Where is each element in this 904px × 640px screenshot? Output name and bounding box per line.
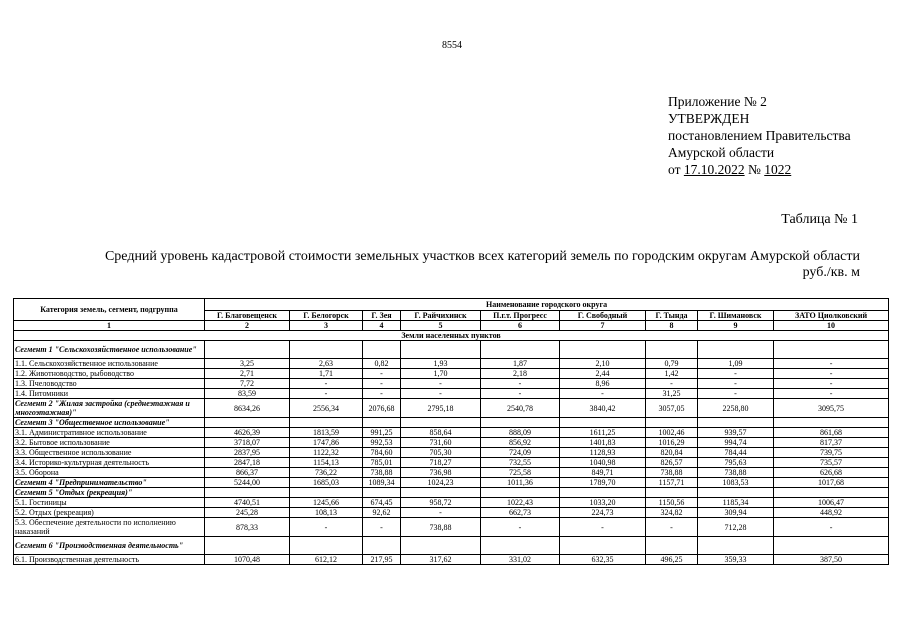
value-cell: 662,73 <box>481 508 560 518</box>
cadastral-value-table <box>13 298 889 565</box>
value-cell <box>774 488 889 498</box>
segment-row <box>14 478 889 488</box>
value-cell <box>560 418 646 428</box>
value-cell <box>401 418 481 428</box>
value-cell: 2,18 <box>481 369 560 379</box>
row-label: Сегмент 6 "Производственная деятельность" <box>14 537 205 555</box>
value-cell: 888,09 <box>481 428 560 438</box>
segment-row <box>14 418 889 428</box>
value-cell: 736,98 <box>401 468 481 478</box>
value-cell: 738,88 <box>646 468 698 478</box>
value-cell <box>401 488 481 498</box>
value-cell: 705,30 <box>401 448 481 458</box>
value-cell: 8,96 <box>560 379 646 389</box>
value-cell: 1,93 <box>401 359 481 369</box>
value-cell: 674,45 <box>363 498 401 508</box>
value-cell <box>205 488 290 498</box>
value-cell: - <box>698 379 774 389</box>
value-cell: 866,37 <box>205 468 290 478</box>
value-cell: 725,58 <box>481 468 560 478</box>
value-cell: 731,60 <box>401 438 481 448</box>
segment-row <box>14 341 889 359</box>
column-number: 3 <box>290 321 363 331</box>
value-cell: 2540,78 <box>481 399 560 418</box>
approval-line-region: Амурской области <box>668 145 775 160</box>
value-cell: 1150,56 <box>646 498 698 508</box>
document-title: Средний уровень кадастровой стоимости земельных участков всех категорий земель по городским округам Амурской области <box>104 249 860 264</box>
value-cell: 3,25 <box>205 359 290 369</box>
value-cell <box>774 418 889 428</box>
value-cell <box>205 341 290 359</box>
column-number: 10 <box>774 321 889 331</box>
value-cell: 217,95 <box>363 555 401 565</box>
row-label: 1.2. Животноводство, рыбоводство <box>14 369 205 379</box>
segment-row <box>14 537 889 555</box>
value-cell <box>774 537 889 555</box>
value-cell: - <box>363 379 401 389</box>
value-cell: 1154,13 <box>290 458 363 468</box>
value-cell: 2258,80 <box>698 399 774 418</box>
value-cell: 817,37 <box>774 438 889 448</box>
value-cell: 2847,18 <box>205 458 290 468</box>
value-cell: 1,09 <box>698 359 774 369</box>
value-cell: 784,60 <box>363 448 401 458</box>
value-cell: 4626,39 <box>205 428 290 438</box>
value-cell: 795,63 <box>698 458 774 468</box>
value-cell: 718,27 <box>401 458 481 468</box>
value-cell <box>363 341 401 359</box>
value-cell: 994,74 <box>698 438 774 448</box>
row-label: Сегмент 4 "Предпринимательство" <box>14 478 205 488</box>
column-number: 2 <box>205 321 290 331</box>
value-cell: - <box>698 389 774 399</box>
value-cell: 1122,32 <box>290 448 363 458</box>
value-cell: 1747,86 <box>290 438 363 448</box>
approval-line-appendix: Приложение № 2 <box>668 94 767 109</box>
value-cell <box>205 418 290 428</box>
value-cell: 991,25 <box>363 428 401 438</box>
value-cell: 1070,48 <box>205 555 290 565</box>
column-number: 7 <box>560 321 646 331</box>
value-cell: - <box>774 518 889 537</box>
value-cell: 108,13 <box>290 508 363 518</box>
value-cell: 331,02 <box>481 555 560 565</box>
value-cell: 324,82 <box>646 508 698 518</box>
value-cell: 83,59 <box>205 389 290 399</box>
date-prefix: от <box>668 162 684 177</box>
value-cell: - <box>401 379 481 389</box>
value-cell: 861,68 <box>774 428 889 438</box>
value-cell: 1040,98 <box>560 458 646 468</box>
table-row <box>14 359 889 369</box>
value-cell: - <box>698 369 774 379</box>
value-cell: - <box>363 389 401 399</box>
value-cell: - <box>774 369 889 379</box>
value-cell: 732,55 <box>481 458 560 468</box>
value-cell: 856,92 <box>481 438 560 448</box>
value-cell: 3718,07 <box>205 438 290 448</box>
value-cell: 849,71 <box>560 468 646 478</box>
header-district: Г. Райчихинск <box>401 311 481 321</box>
value-cell: - <box>290 379 363 389</box>
row-label: 3.1. Административное использование <box>14 428 205 438</box>
value-cell: 31,25 <box>646 389 698 399</box>
value-cell: 245,28 <box>205 508 290 518</box>
value-cell: 1,42 <box>646 369 698 379</box>
table-row <box>14 508 889 518</box>
value-cell: 92,62 <box>363 508 401 518</box>
value-cell: 1016,29 <box>646 438 698 448</box>
row-label: 3.2. Бытовое использование <box>14 438 205 448</box>
value-cell: 1017,68 <box>774 478 889 488</box>
column-number: 8 <box>646 321 698 331</box>
value-cell: 878,33 <box>205 518 290 537</box>
page-number: 8554 <box>442 40 462 51</box>
column-number: 4 <box>363 321 401 331</box>
value-cell: 1401,83 <box>560 438 646 448</box>
header-district: Г. Шимановск <box>698 311 774 321</box>
value-cell <box>698 488 774 498</box>
value-cell: - <box>363 369 401 379</box>
value-cell <box>698 341 774 359</box>
value-cell: 1813,59 <box>290 428 363 438</box>
value-cell: 317,62 <box>401 555 481 565</box>
value-cell: 1157,71 <box>646 478 698 488</box>
value-cell: 3057,05 <box>646 399 698 418</box>
value-cell: 1185,34 <box>698 498 774 508</box>
row-label: Сегмент 2 "Жилая застройка (среднеэтажная и многоэтажная)" <box>14 399 205 418</box>
value-cell: 2795,18 <box>401 399 481 418</box>
row-label: 6.1. Производственная деятельность <box>14 555 205 565</box>
header-district: Г. Свободный <box>560 311 646 321</box>
value-cell: 632,35 <box>560 555 646 565</box>
value-cell: 2,10 <box>560 359 646 369</box>
value-cell: 1128,93 <box>560 448 646 458</box>
table-row <box>14 379 889 389</box>
value-cell: - <box>401 389 481 399</box>
value-cell <box>363 418 401 428</box>
value-cell: 736,22 <box>290 468 363 478</box>
value-cell: 2,71 <box>205 369 290 379</box>
table-row <box>14 498 889 508</box>
value-cell: 2837,95 <box>205 448 290 458</box>
header-district: П.г.т. Прогресс <box>481 311 560 321</box>
land-category-band: Земли населенных пунктов <box>14 331 889 341</box>
approval-line-date <box>668 161 851 178</box>
approval-block <box>668 93 851 178</box>
value-cell: 2076,68 <box>363 399 401 418</box>
value-cell: 2,63 <box>290 359 363 369</box>
table-row <box>14 458 889 468</box>
row-label: 5.2. Отдых (рекреация) <box>14 508 205 518</box>
header-district-group: Наименование городского округа <box>205 299 889 311</box>
value-cell: 2556,34 <box>290 399 363 418</box>
value-cell: 1685,03 <box>290 478 363 488</box>
value-cell: 2,44 <box>560 369 646 379</box>
table-row <box>14 428 889 438</box>
value-cell <box>698 418 774 428</box>
row-label: Сегмент 1 "Сельскохозяйственное использование" <box>14 341 205 359</box>
value-cell: 359,33 <box>698 555 774 565</box>
row-label: 3.4. Историко-культурная деятельность <box>14 458 205 468</box>
approval-line-resolution: постановлением Правительства <box>668 128 851 143</box>
value-cell: 1245,66 <box>290 498 363 508</box>
value-cell: - <box>363 518 401 537</box>
value-cell: - <box>774 389 889 399</box>
header-district: Г. Тында <box>646 311 698 321</box>
value-cell <box>560 537 646 555</box>
column-number: 1 <box>14 321 205 331</box>
value-cell: 612,12 <box>290 555 363 565</box>
number-prefix: № <box>744 162 765 177</box>
row-label: 1.3. Пчеловодство <box>14 379 205 389</box>
value-cell: 939,57 <box>698 428 774 438</box>
value-cell: - <box>290 389 363 399</box>
approval-number: 1022 <box>764 162 792 177</box>
value-cell: 3840,42 <box>560 399 646 418</box>
value-cell: - <box>481 389 560 399</box>
segment-row <box>14 399 889 418</box>
value-cell: 1,70 <box>401 369 481 379</box>
header-category: Категория земель, сегмент, подгруппа <box>14 299 205 321</box>
value-cell: 7,72 <box>205 379 290 389</box>
header-district: Г. Белогорск <box>290 311 363 321</box>
units-label: руб./кв. м <box>802 265 860 280</box>
value-cell: 738,88 <box>401 518 481 537</box>
value-cell <box>290 537 363 555</box>
row-label: 3.3. Общественное использование <box>14 448 205 458</box>
value-cell: 1,71 <box>290 369 363 379</box>
header-district: Г. Зея <box>363 311 401 321</box>
column-number: 9 <box>698 321 774 331</box>
value-cell: 4740,51 <box>205 498 290 508</box>
value-cell <box>363 488 401 498</box>
value-cell: 958,72 <box>401 498 481 508</box>
value-cell: 712,28 <box>698 518 774 537</box>
header-district: Г. Благовещенск <box>205 311 290 321</box>
value-cell: 387,50 <box>774 555 889 565</box>
table-row <box>14 518 889 537</box>
value-cell <box>560 488 646 498</box>
value-cell: 738,88 <box>363 468 401 478</box>
table-number: Таблица № 1 <box>781 212 858 227</box>
row-label: 1.1. Сельскохозяйственное использование <box>14 359 205 369</box>
table-row <box>14 389 889 399</box>
value-cell: 1024,23 <box>401 478 481 488</box>
value-cell: - <box>560 518 646 537</box>
row-label: 1.4. Питомники <box>14 389 205 399</box>
approval-date: 17.10.2022 <box>683 162 745 177</box>
value-cell <box>205 537 290 555</box>
value-cell: - <box>290 518 363 537</box>
value-cell: - <box>646 518 698 537</box>
value-cell: 992,53 <box>363 438 401 448</box>
value-cell: 1006,47 <box>774 498 889 508</box>
row-label: 5.1. Гостиницы <box>14 498 205 508</box>
value-cell: 735,57 <box>774 458 889 468</box>
value-cell: 1011,36 <box>481 478 560 488</box>
value-cell: - <box>774 379 889 389</box>
value-cell <box>401 537 481 555</box>
value-cell: - <box>401 508 481 518</box>
value-cell: 1002,46 <box>646 428 698 438</box>
value-cell: 626,68 <box>774 468 889 478</box>
segment-row <box>14 488 889 498</box>
value-cell: 724,09 <box>481 448 560 458</box>
value-cell: 1083,53 <box>698 478 774 488</box>
value-cell <box>646 488 698 498</box>
value-cell: 448,92 <box>774 508 889 518</box>
value-cell: 826,57 <box>646 458 698 468</box>
value-cell: - <box>481 518 560 537</box>
row-label: 5.3. Обеспечение деятельности по исполнению наказаний <box>14 518 205 537</box>
value-cell: 820,84 <box>646 448 698 458</box>
value-cell <box>290 418 363 428</box>
value-cell <box>774 341 889 359</box>
approval-line-approved: УТВЕРЖДЕН <box>668 111 750 126</box>
value-cell: - <box>560 389 646 399</box>
table-row <box>14 369 889 379</box>
value-cell <box>646 537 698 555</box>
value-cell <box>646 418 698 428</box>
value-cell <box>481 418 560 428</box>
value-cell: 1789,70 <box>560 478 646 488</box>
value-cell: 496,25 <box>646 555 698 565</box>
table-row <box>14 555 889 565</box>
value-cell: 785,01 <box>363 458 401 468</box>
value-cell: 784,44 <box>698 448 774 458</box>
value-cell <box>481 341 560 359</box>
value-cell <box>481 537 560 555</box>
value-cell: 224,73 <box>560 508 646 518</box>
table-row <box>14 438 889 448</box>
value-cell: 0,82 <box>363 359 401 369</box>
value-cell <box>481 488 560 498</box>
value-cell: 738,88 <box>698 468 774 478</box>
row-label: 3.5. Оборона <box>14 468 205 478</box>
row-label: Сегмент 3 "Общественное использование" <box>14 418 205 428</box>
header-district: ЗАТО Циолковский <box>774 311 889 321</box>
table-row <box>14 468 889 478</box>
value-cell <box>363 537 401 555</box>
value-cell: 3095,75 <box>774 399 889 418</box>
value-cell <box>560 341 646 359</box>
value-cell <box>290 488 363 498</box>
value-cell: 309,94 <box>698 508 774 518</box>
row-label: Сегмент 5 "Отдых (рекреация)" <box>14 488 205 498</box>
value-cell <box>401 341 481 359</box>
value-cell: - <box>481 379 560 389</box>
value-cell: 858,64 <box>401 428 481 438</box>
value-cell <box>646 341 698 359</box>
value-cell <box>698 537 774 555</box>
value-cell: - <box>646 379 698 389</box>
value-cell <box>290 341 363 359</box>
value-cell: 1033,20 <box>560 498 646 508</box>
value-cell: 1022,43 <box>481 498 560 508</box>
column-number: 5 <box>401 321 481 331</box>
value-cell: 739,75 <box>774 448 889 458</box>
value-cell: 1,87 <box>481 359 560 369</box>
value-cell: - <box>774 359 889 369</box>
value-cell: 8634,26 <box>205 399 290 418</box>
column-number: 6 <box>481 321 560 331</box>
value-cell: 5244,00 <box>205 478 290 488</box>
value-cell: 0,79 <box>646 359 698 369</box>
table-row <box>14 448 889 458</box>
value-cell: 1611,25 <box>560 428 646 438</box>
value-cell: 1089,34 <box>363 478 401 488</box>
